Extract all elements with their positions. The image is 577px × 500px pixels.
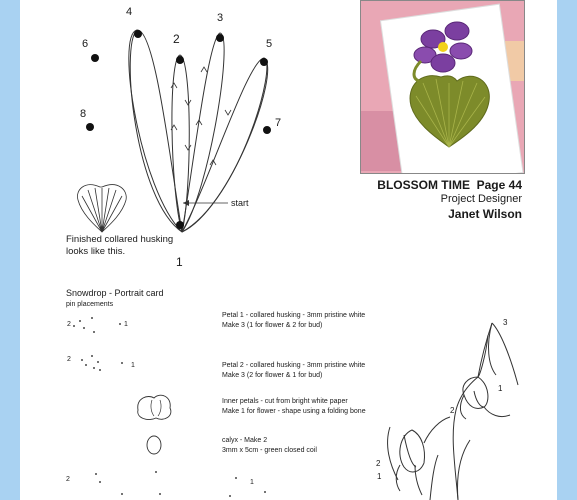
pattern3-label-2: 2 — [66, 476, 70, 483]
pin-label-7: 7 — [275, 117, 282, 129]
snowdrop-label-1-bud: 1 — [377, 472, 382, 481]
credit-title-line — [377, 178, 522, 192]
petal1-line2: Make 3 (1 for flower & 2 for bud) — [222, 322, 323, 329]
project-photo-art — [361, 1, 525, 174]
pin-8 — [86, 123, 94, 131]
pin-7 — [263, 126, 271, 134]
credit-page: Page 44 — [476, 178, 522, 192]
snowdrop-label-3: 3 — [503, 318, 508, 327]
pin-6 — [91, 54, 99, 62]
petal2-line2: Make 3 (2 for flower & 1 for bud) — [222, 372, 323, 379]
pattern1-label-2: 2 — [67, 321, 71, 328]
pattern2-label-1: 1 — [131, 362, 135, 369]
calyx-line2: 3mm x 5cm - green closed coil — [222, 447, 317, 454]
pattern2-label-2: 2 — [67, 356, 71, 363]
pin-3 — [216, 34, 224, 42]
page — [20, 0, 557, 500]
pin-placements-label: pin placements — [66, 301, 114, 308]
pin-1 — [176, 221, 184, 229]
calyx-shape — [140, 432, 170, 458]
snowdrop-label-2-bud: 2 — [376, 459, 381, 468]
inner-petal-shape — [130, 388, 180, 428]
pin-4 — [134, 30, 142, 38]
finished-husking-shape — [77, 185, 126, 232]
snowdrop-drawing — [360, 315, 557, 500]
inner-line1: Inner petals - cut from bright white paper — [222, 398, 348, 405]
loop-5 — [182, 58, 267, 232]
credit-name: Janet Wilson — [448, 207, 522, 221]
petal1-line1: Petal 1 - collared husking - 3mm pristine white — [222, 312, 366, 319]
pin-label-6: 6 — [82, 38, 89, 50]
snowdrop-label-2-top: 2 — [450, 406, 455, 415]
credit-title: BLOSSOM TIME — [377, 178, 470, 192]
pin-label-1: 1 — [176, 255, 183, 269]
pin-5 — [260, 58, 268, 66]
pin-pattern-1 — [60, 312, 140, 342]
pattern3-label-1: 1 — [250, 479, 254, 486]
inner-line2: Make 1 for flower - shape using a folding bone — [222, 408, 366, 415]
pin-pattern-3 — [60, 468, 290, 500]
card-title: Snowdrop - Portrait card — [66, 288, 164, 298]
calyx-line1: calyx - Make 2 — [222, 437, 268, 444]
pin-label-5: 5 — [266, 38, 273, 50]
finished-note: Finished collared husking looks like this. — [66, 234, 174, 257]
pin-2 — [176, 56, 184, 64]
pin-label-2: 2 — [173, 32, 180, 46]
pin-label-4: 4 — [126, 6, 133, 18]
flower-head — [463, 377, 488, 409]
pattern1-label-1: 1 — [124, 321, 128, 328]
credit-role: Project Designer — [440, 193, 522, 205]
snowdrop-label-1-top: 1 — [498, 384, 503, 393]
petal-pin-diagram — [20, 0, 350, 270]
start-label: start — [231, 198, 249, 208]
pin-label-8: 8 — [80, 108, 87, 120]
main-stem — [453, 377, 478, 500]
pin-label-3: 3 — [217, 12, 224, 24]
project-photo — [360, 0, 525, 174]
petal2-line1: Petal 2 - collared husking - 3mm pristine white — [222, 362, 366, 369]
bud-head — [400, 430, 425, 472]
pin-pattern-2 — [60, 350, 150, 380]
